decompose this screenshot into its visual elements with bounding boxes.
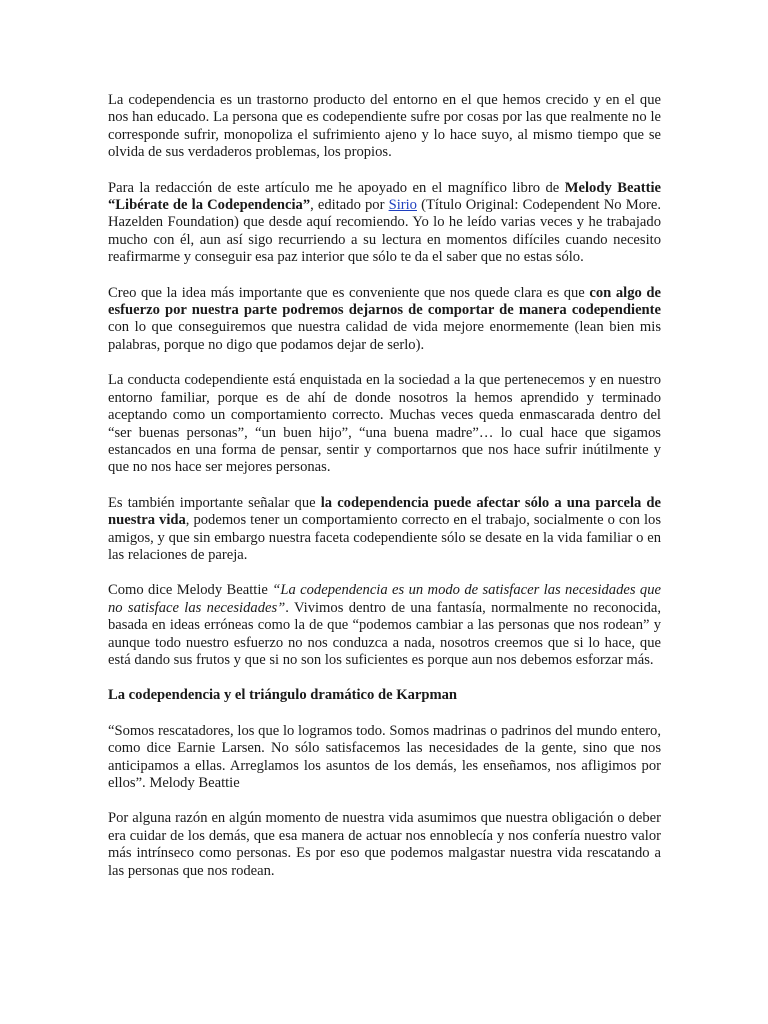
emphasis-bold: con algo de esfuerzo por nuestra parte podremos dejarnos de comportar de manera codependiente xyxy=(108,284,661,319)
text-span: Es también importante señalar que xyxy=(108,494,321,511)
paragraph-obligation: Por alguna razón en algún momento de nuestra vida asumimos que nuestra obligación o deber era cuidar de los demás, que esa manera de actuar nos ennoblecía y nos confería nuestro valor más intrínseco como personas. Es por eso que podemos malgastar nuestra vida rescatando a las personas que nos rodean. xyxy=(108,810,661,879)
text-span: Para la redacción de este artículo me he apoyado en el magnífico libro de xyxy=(108,179,565,196)
text-span: , podemos tener un comportamiento correcto en el trabajo, socialmente o con los amigos, y que sin embargo nuestra faceta codependiente sólo se desate en la vida familiar o en las relaciones de pareja. xyxy=(108,512,661,563)
paragraph-rescuers-quote: “Somos rescatadores, los que lo logramos todo. Somos madrinas o padrinos del mundo entero, como dice Earnie Larsen. No sólo satisfacemos las necesidades de la gente, sino que nos anticipamos a ellas. Arreglamos los asuntos de los demás, les enseñamos, nos afligimos por ellos”. Melody Beattie xyxy=(108,722,661,791)
quote-italic: “La codependencia es un modo de satisfacer las necesidades que no satisface las necesidades” xyxy=(108,582,662,616)
book-title-bold: Melody Beattie “Libérate de la Codependencia” xyxy=(108,179,661,214)
text-span: Como dice Melody Beattie xyxy=(108,582,273,599)
paragraph-conduct: La conducta codependiente está enquistada en la sociedad a la que pertenecemos y en nuestro entorno familiar, porque es de ahí de donde nosotros la hemos aprendido y terminado aceptando como un comportamiento correcto. Muchas veces queda enmascarada dentro del “ser buenas personas”, “un buen hijo”, “una buena madre”… lo cual hace que sigamos estancados en una forma de pensar, sentir y comportarnos que nos hace sufrir inútilmente y que no nos hace ser mejores personas. xyxy=(108,372,661,476)
paragraph-intro: La codependencia es un trastorno producto del entorno en el que hemos crecido y en el que nos han educado. La persona que es codependiente sufre por cosas por las que realmente no le corresponde sufrir, monopoliza el sufrimiento ajeno y lo hace suyo, al mismo tiempo que se olvida de sus verdaderos problemas, los propios. xyxy=(108,92,661,161)
paragraph-quote-beattie xyxy=(108,582,661,669)
text-span: (Título Original: Codependent No More. Hazelden Foundation) que desde aquí recomiendo. Yo lo he leído varias veces y he trabajado mucho con él, aun así sigo recurriendo a su lectura en momentos difíciles cuando necesito reafirmarme y conseguir esa paz interior que sólo te da el saber que no estas sólo. xyxy=(108,197,661,266)
paragraph-source-book xyxy=(108,180,661,267)
text-span: , editado por xyxy=(310,197,389,214)
text-span: con lo que conseguiremos que nuestra calidad de vida mejore enormemente (lean bien mis palabras, porque no digo que podamos dejar de serlo). xyxy=(108,319,661,353)
emphasis-bold: la codependencia puede afectar sólo a una parcela de nuestra vida xyxy=(108,494,661,529)
section-heading: La codependencia y el triángulo dramático de Karpman xyxy=(108,687,458,704)
publisher-link[interactable]: Sirio xyxy=(388,197,417,214)
text-span: Creo que la idea más importante que es conveniente que nos quede clara es que xyxy=(108,284,590,301)
paragraph-partial-life xyxy=(108,495,661,565)
document-page xyxy=(108,92,661,898)
text-span: . Vivimos dentro de una fantasía, normalmente no reconocida, basada en ideas erróneas como la de que “podemos cambiar a las personas que nos rodean” y aunque todo nuestro esfuerzo no nos conduzca a nada, nosotros creemos que si lo hace, que está dando sus frutos y que si no son los suficientes es porque aun nos debemos esforzar más. xyxy=(108,599,661,668)
paragraph-main-idea xyxy=(108,285,661,355)
